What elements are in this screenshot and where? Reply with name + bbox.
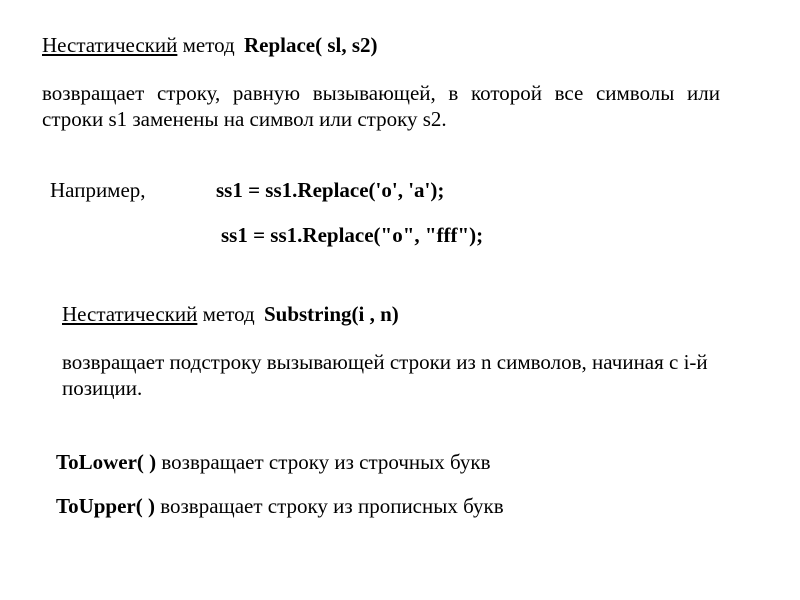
substring-heading-method-name: Substring(i , n) — [263, 302, 399, 326]
replace-example-label: Например, — [50, 178, 146, 202]
tolower-method-name: ToLower( ) — [56, 450, 157, 474]
replace-description: возвращает строку, равную вызывающей, в которой все символы или строки s1 заменены на символ или строку s2. — [42, 81, 720, 131]
tolower-line — [56, 449, 491, 475]
toupper-description: возвращает строку из прописных букв — [160, 494, 504, 518]
replace-heading-method-word: метод — [182, 33, 235, 57]
substring-heading-method-word: метод — [202, 302, 255, 326]
substring-heading — [62, 301, 399, 327]
replace-heading-nonstatic: Нестатический — [42, 33, 178, 57]
replace-heading-method-name: Replace( sl, s2) — [243, 33, 378, 57]
replace-heading — [42, 32, 378, 58]
substring-description: возвращает подстроку вызывающей строки из n символов, начиная с i-й позиции. — [62, 350, 708, 400]
toupper-method-name: ToUpper( ) — [56, 494, 155, 518]
replace-example-code-2: ss1 = ss1.Replace("o", "fff"); — [221, 223, 484, 247]
toupper-line — [56, 493, 504, 519]
tolower-description: возвращает строку из строчных букв — [161, 450, 491, 474]
replace-example-code-1: ss1 = ss1.Replace('o', 'a'); — [216, 178, 445, 202]
substring-heading-nonstatic: Нестатический — [62, 302, 198, 326]
